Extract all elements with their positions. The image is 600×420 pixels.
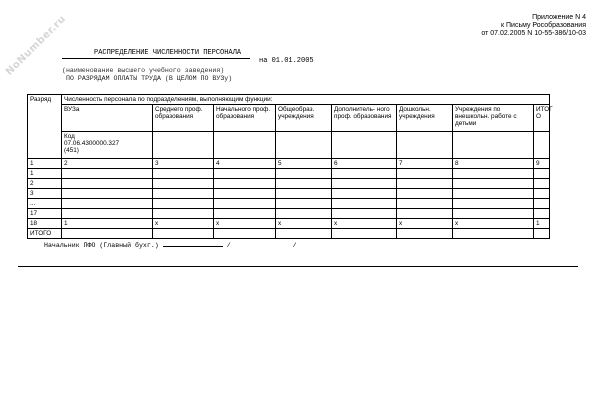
value-cell [397, 169, 453, 179]
value-cell [453, 229, 534, 239]
value-cell [453, 189, 534, 199]
table-row [28, 189, 550, 199]
code-label: Код [64, 133, 75, 140]
value-cell [397, 199, 453, 209]
value-cell [534, 189, 550, 199]
table-row [28, 169, 550, 179]
col-additional-prof: Дополнитель- ного проф. образования [332, 105, 397, 132]
value-cell [397, 189, 453, 199]
value-cell [62, 179, 153, 189]
signature-block [44, 240, 297, 249]
institution-name-field [62, 57, 250, 59]
signature-separator-1: / [226, 242, 231, 249]
document-title: РАСПРЕДЕЛЕНИЕ ЧИСЛЕННОСТИ ПЕРСОНАЛА [94, 49, 242, 57]
value-cell [62, 229, 153, 239]
report-date: на 01.01.2005 [259, 57, 314, 65]
rank-cell: 17 [28, 209, 62, 219]
value-cell [534, 169, 550, 179]
col-university: ВУЗа [62, 105, 153, 132]
col-number: 7 [397, 159, 453, 169]
appendix-line-2: к Письму Рособразования [501, 22, 586, 29]
table-row [28, 199, 550, 209]
value-cell [214, 179, 276, 189]
value-cell: x [214, 219, 276, 229]
value-cell [153, 229, 214, 239]
column-numbers-row [28, 159, 550, 169]
col-number: 6 [332, 159, 397, 169]
rank-cell: 3 [28, 189, 62, 199]
value-cell [534, 199, 550, 209]
value-cell [214, 209, 276, 219]
signature-separator-2: / [292, 242, 297, 249]
value-cell [153, 189, 214, 199]
value-cell [276, 199, 332, 209]
value-cell [153, 209, 214, 219]
value-cell [332, 209, 397, 219]
value-cell [62, 169, 153, 179]
value-cell [332, 169, 397, 179]
value-cell [276, 189, 332, 199]
rank-cell: ИТОГО [28, 229, 62, 239]
code-sub: (451) [64, 147, 79, 154]
value-cell [62, 189, 153, 199]
value-cell [153, 179, 214, 189]
value-cell [276, 229, 332, 239]
value-cell: x [397, 219, 453, 229]
table-columns-row [28, 105, 550, 132]
value-cell [62, 199, 153, 209]
code-cell [62, 132, 153, 159]
value-cell [276, 169, 332, 179]
value-cell: x [332, 219, 397, 229]
col-preschool: Дошкольн. учреждения [397, 105, 453, 132]
col-total: ИТОГ О [534, 105, 550, 132]
col-number: 5 [276, 159, 332, 169]
rank-header: Разряд [28, 95, 62, 159]
rank-cell: 2 [28, 179, 62, 189]
footer-divider [18, 266, 578, 267]
table-row [28, 179, 550, 189]
institution-caption: (наименование высшего учебного заведения) [62, 67, 225, 74]
appendix-line-3: от 07.02.2005 N 10-55-386/10-03 [481, 30, 586, 37]
table-row [28, 209, 550, 219]
col-number: 3 [153, 159, 214, 169]
col-number: 9 [534, 159, 550, 169]
col-number: 2 [62, 159, 153, 169]
appendix-note [481, 14, 586, 38]
watermark: NoNumber.ru [4, 13, 69, 78]
value-cell: 1 [534, 219, 550, 229]
value-cell [332, 189, 397, 199]
value-cell [534, 209, 550, 219]
value-cell [332, 229, 397, 239]
code-value: 07.06.4300000.327 [64, 140, 120, 147]
code-row [28, 132, 550, 159]
table-header-row [28, 95, 550, 105]
col-secondary-prof: Среднего проф. образования [153, 105, 214, 132]
value-cell: x [276, 219, 332, 229]
rank-cell: ... [28, 199, 62, 209]
value-cell [214, 199, 276, 209]
appendix-line-1: Приложение N 4 [532, 14, 586, 21]
staff-distribution-table [27, 94, 553, 239]
value-cell [214, 189, 276, 199]
value-cell [153, 199, 214, 209]
value-cell [453, 179, 534, 189]
rank-cell: 1 [28, 169, 62, 179]
table-row [28, 219, 550, 229]
group-header: Численность персонала по подразделениям, выполняющим функции: [62, 95, 550, 105]
name-blank [235, 241, 289, 247]
value-cell [62, 209, 153, 219]
value-cell [153, 169, 214, 179]
value-cell [534, 179, 550, 189]
value-cell: x [453, 219, 534, 229]
col-number: 1 [28, 159, 62, 169]
value-cell [397, 209, 453, 219]
value-cell [332, 199, 397, 209]
value-cell [453, 199, 534, 209]
value-cell [397, 229, 453, 239]
value-cell [453, 209, 534, 219]
value-cell [534, 229, 550, 239]
value-cell [453, 169, 534, 179]
col-number: 4 [214, 159, 276, 169]
value-cell [276, 179, 332, 189]
rank-cell: 18 [28, 219, 62, 229]
value-cell [276, 209, 332, 219]
col-primary-prof: Начального проф. образования [214, 105, 276, 132]
col-number: 8 [453, 159, 534, 169]
value-cell: x [153, 219, 214, 229]
col-general-edu: Общеобраз. учреждения [276, 105, 332, 132]
value-cell [332, 179, 397, 189]
value-cell [214, 229, 276, 239]
value-cell [397, 179, 453, 189]
col-extracurricular: Учреждения по внешкольн. работе с детьми [453, 105, 534, 132]
value-cell [214, 169, 276, 179]
value-cell: 1 [62, 219, 153, 229]
signature-blank [163, 240, 223, 247]
total-row [28, 229, 550, 239]
document-subtitle: ПО РАЗРЯДАМ ОПЛАТЫ ТРУДА (В ЦЕЛОМ ПО ВУЗу) [66, 75, 233, 82]
signature-label: Начальник ПФО (Главный бухг.) [44, 242, 159, 249]
